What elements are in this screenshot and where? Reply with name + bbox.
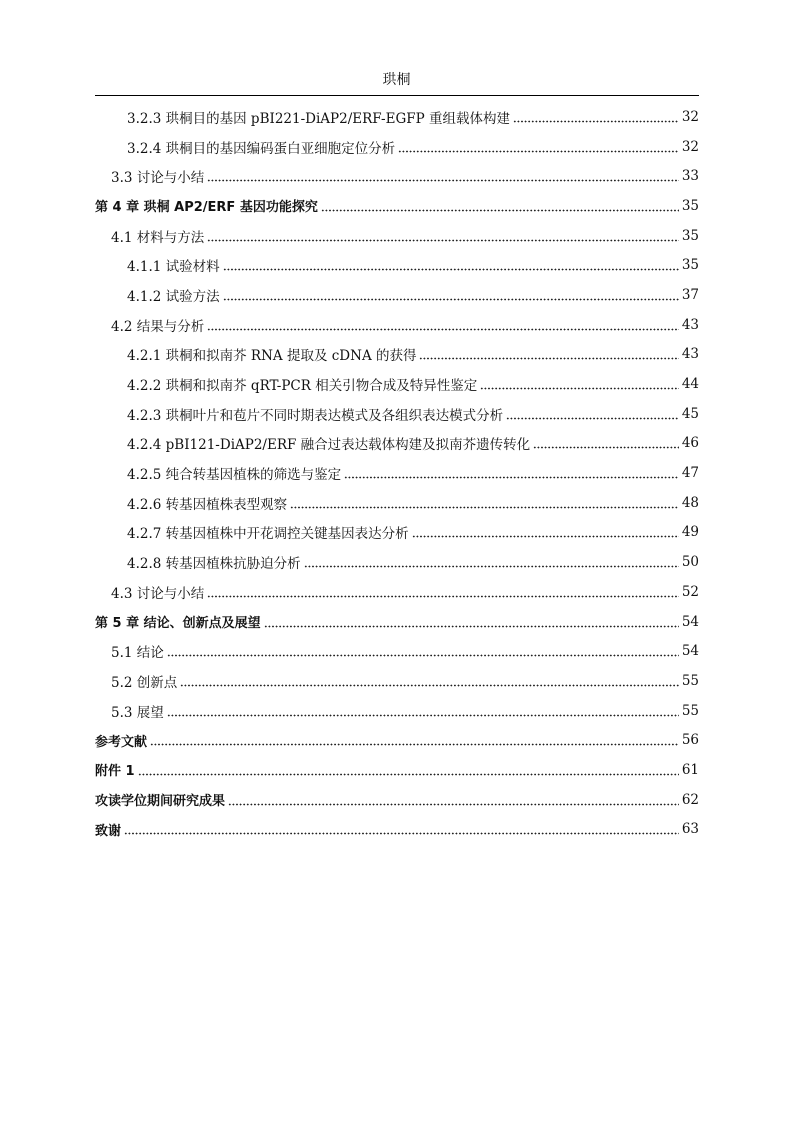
toc-entry[interactable] [95, 696, 699, 726]
toc-entry-label: 4.3 讨论与小结 [111, 585, 205, 602]
toc-dot-leader [124, 823, 679, 835]
toc-entry[interactable] [95, 755, 699, 785]
toc-entry-page-number: 35 [681, 257, 699, 274]
toc-entry[interactable] [95, 161, 699, 191]
toc-entry-page-number: 32 [681, 138, 699, 155]
toc-entry-label: 攻读学位期间研究成果 [95, 794, 226, 810]
toc-dot-leader [167, 705, 679, 717]
toc-entry[interactable] [95, 340, 699, 370]
toc-entry[interactable] [95, 607, 699, 637]
toc-entry-page-number: 46 [681, 435, 699, 452]
toc-dot-leader [419, 348, 678, 360]
toc-entry-page-number: 49 [681, 524, 699, 541]
toc-entry-label: 4.2.4 pBI121-DiAP2/ERF 融合过表达载体构建及拟南芥遗传转化 [127, 437, 531, 454]
toc-entry-page-number: 55 [681, 702, 699, 719]
toc-entry-page-number: 50 [681, 554, 699, 571]
toc-dot-leader [533, 437, 679, 449]
toc-dot-leader [412, 526, 679, 538]
toc-entry[interactable] [95, 191, 699, 221]
toc-entry[interactable] [95, 221, 699, 251]
toc-entry[interactable] [95, 815, 699, 845]
toc-entry-label: 4.1.1 试验材料 [127, 259, 220, 276]
toc-dot-leader [321, 200, 679, 212]
toc-entry[interactable] [95, 310, 699, 340]
toc-dot-leader [207, 170, 679, 182]
toc-dot-leader [304, 556, 679, 568]
toc-entry[interactable] [95, 547, 699, 577]
toc-entry-label: 参考文献 [95, 734, 148, 750]
toc-entry-page-number: 35 [681, 197, 699, 214]
toc-entry-label: 3.2.3 珙桐目的基因 pBI221-DiAP2/ERF-EGFP 重组载体构建 [127, 110, 510, 127]
toc-entry[interactable] [95, 518, 699, 548]
toc-entry-page-number: 63 [681, 821, 699, 838]
toc-entry[interactable] [95, 399, 699, 429]
toc-entry-label: 3.2.4 珙桐目的基因编码蛋白亚细胞定位分析 [127, 140, 396, 157]
toc-entry-label: 4.2.3 珙桐叶片和苞片不同时期表达模式及各组织表达模式分析 [127, 407, 504, 424]
toc-entry-label: 4.2.8 转基因植株抗胁迫分析 [127, 556, 301, 573]
toc-entry-label: 5.2 创新点 [111, 674, 178, 691]
toc-entry-label: 4.2 结果与分析 [111, 318, 205, 335]
toc-entry-page-number: 44 [681, 376, 699, 393]
toc-entry-label: 4.2.1 珙桐和拟南芥 RNA 提取及 cDNA 的获得 [127, 348, 417, 365]
toc-dot-leader [398, 141, 679, 153]
toc-dot-leader [150, 734, 679, 746]
toc-dot-leader [480, 378, 679, 390]
toc-entry-page-number: 37 [681, 286, 699, 303]
toc-dot-leader [264, 616, 679, 628]
toc-entry-label: 4.2.5 纯合转基因植株的筛选与鉴定 [127, 467, 342, 484]
toc-entry[interactable] [95, 666, 699, 696]
toc-entry[interactable] [95, 429, 699, 459]
toc-entry-label: 5.1 结论 [111, 645, 164, 662]
toc-entry-page-number: 32 [681, 108, 699, 125]
toc-entry[interactable] [95, 369, 699, 399]
toc-entry-label: 5.3 展望 [111, 704, 164, 721]
page-header-title: 珙桐 [382, 72, 411, 88]
toc-entry-label: 3.3 讨论与小结 [111, 170, 205, 187]
toc-entry-label: 4.2.7 转基因植株中开花调控关键基因表达分析 [127, 526, 409, 543]
toc-entry-label: 4.1.2 试验方法 [127, 288, 220, 305]
toc-entry[interactable] [95, 250, 699, 280]
toc-entry-page-number: 55 [681, 672, 699, 689]
toc-entry[interactable] [95, 280, 699, 310]
toc-entry[interactable] [95, 785, 699, 815]
toc-entry-page-number: 33 [681, 168, 699, 185]
toc-entry-page-number: 62 [681, 791, 699, 808]
toc-entry-label: 4.1 材料与方法 [111, 229, 205, 246]
toc-dot-leader [223, 289, 679, 301]
toc-entry-page-number: 43 [681, 316, 699, 333]
toc-entry[interactable] [95, 488, 699, 518]
toc-entry-page-number: 43 [681, 346, 699, 363]
toc-entry-page-number: 45 [681, 405, 699, 422]
toc-dot-leader [290, 497, 679, 509]
toc-entry[interactable] [95, 132, 699, 162]
toc-dot-leader [138, 764, 679, 776]
toc-entry-label: 4.2.6 转基因植株表型观察 [127, 496, 288, 513]
toc-dot-leader [207, 586, 679, 598]
toc-dot-leader [506, 408, 679, 420]
toc-entry-page-number: 61 [681, 761, 699, 778]
toc-dot-leader [167, 645, 679, 657]
toc-entry-page-number: 56 [681, 732, 699, 749]
toc-entry-label: 致谢 [95, 823, 122, 839]
toc-dot-leader [228, 794, 679, 806]
toc-entry-label: 第 4 章 珙桐 AP2/ERF 基因功能探究 [95, 200, 318, 216]
toc-entry[interactable] [95, 725, 699, 755]
table-of-contents [95, 102, 699, 844]
toc-entry-page-number: 35 [681, 227, 699, 244]
toc-dot-leader [180, 675, 679, 687]
toc-entry[interactable] [95, 636, 699, 666]
toc-entry[interactable] [95, 577, 699, 607]
toc-dot-leader [223, 259, 679, 271]
toc-entry-page-number: 54 [681, 643, 699, 660]
toc-dot-leader [207, 230, 679, 242]
toc-dot-leader [513, 111, 679, 123]
header-divider [95, 95, 699, 96]
toc-entry-label: 第 5 章 结论、创新点及展望 [95, 616, 261, 632]
toc-entry-page-number: 54 [681, 613, 699, 630]
toc-entry-label: 4.2.2 珙桐和拟南芥 qRT-PCR 相关引物合成及特异性鉴定 [127, 378, 478, 395]
toc-entry[interactable] [95, 458, 699, 488]
toc-entry-page-number: 48 [681, 494, 699, 511]
toc-entry-page-number: 52 [681, 583, 699, 600]
toc-entry[interactable] [95, 102, 699, 132]
toc-entry-label: 附件 1 [95, 764, 135, 780]
toc-entry-page-number: 47 [681, 465, 699, 482]
toc-dot-leader [207, 319, 679, 331]
toc-dot-leader [344, 467, 679, 479]
